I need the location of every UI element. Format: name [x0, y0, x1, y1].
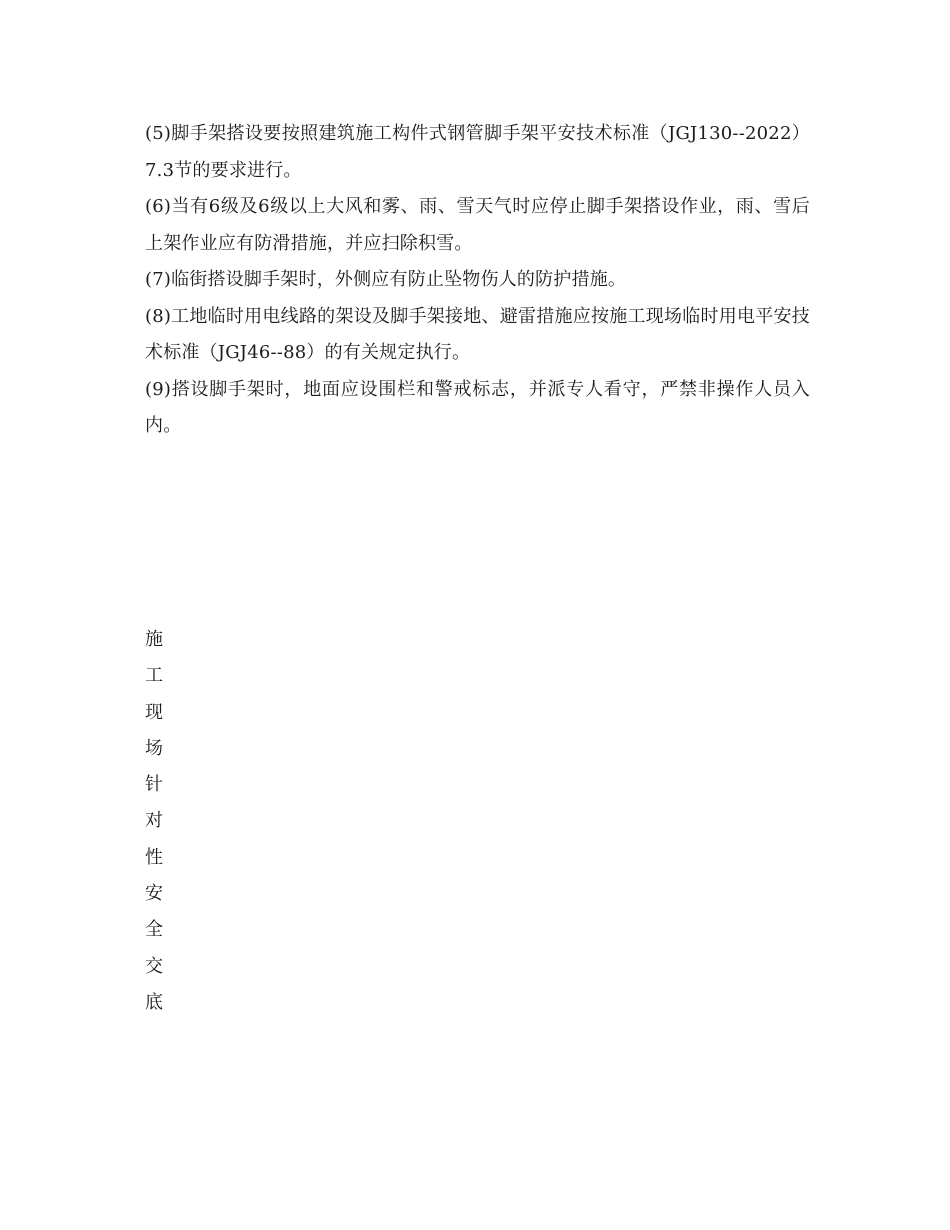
- vertical-title-char: 安: [145, 883, 163, 905]
- vertical-title-char: 工: [145, 665, 163, 687]
- body-text: [145, 116, 810, 445]
- paragraph-item-9: (9)搭设脚手架时，地面应设围栏和警戒标志，并派专人看守，严禁非操作人员入内。: [145, 378, 810, 436]
- vertical-title-char: 底: [145, 991, 163, 1013]
- vertical-title: [145, 622, 169, 1021]
- vertical-title-char: 针: [145, 774, 163, 796]
- paragraph-item-7: (7)临街搭设脚手架时，外侧应有防止坠物伤人的防护措施。: [145, 269, 627, 290]
- vertical-title-char: 性: [145, 846, 163, 868]
- paragraph-item-8: (8)工地临时用电线路的架设及脚手架接地、避雷措施应按施工现场临时用电平安技术标准（JGJ46--88）的有关规定执行。: [145, 305, 810, 363]
- vertical-title-char: 对: [145, 810, 163, 832]
- paragraph-item-6: (6)当有6级及6级以上大风和雾、雨、雪天气时应停止脚手架搭设作业，雨、雪后上架作业应有防滑措施，并应扫除积雪。: [145, 196, 810, 254]
- vertical-title-char: 场: [145, 737, 163, 759]
- vertical-title-char: 全: [145, 919, 163, 941]
- vertical-title-char: 交: [145, 955, 163, 977]
- paragraph-item-5: (5)脚手架搭设要按照建筑施工构件式钢管脚手架平安技术标准（JGJ130--2022）7.3节的要求进行。: [145, 123, 810, 181]
- vertical-title-char: 现: [145, 701, 163, 723]
- vertical-title-char: 施: [145, 629, 163, 650]
